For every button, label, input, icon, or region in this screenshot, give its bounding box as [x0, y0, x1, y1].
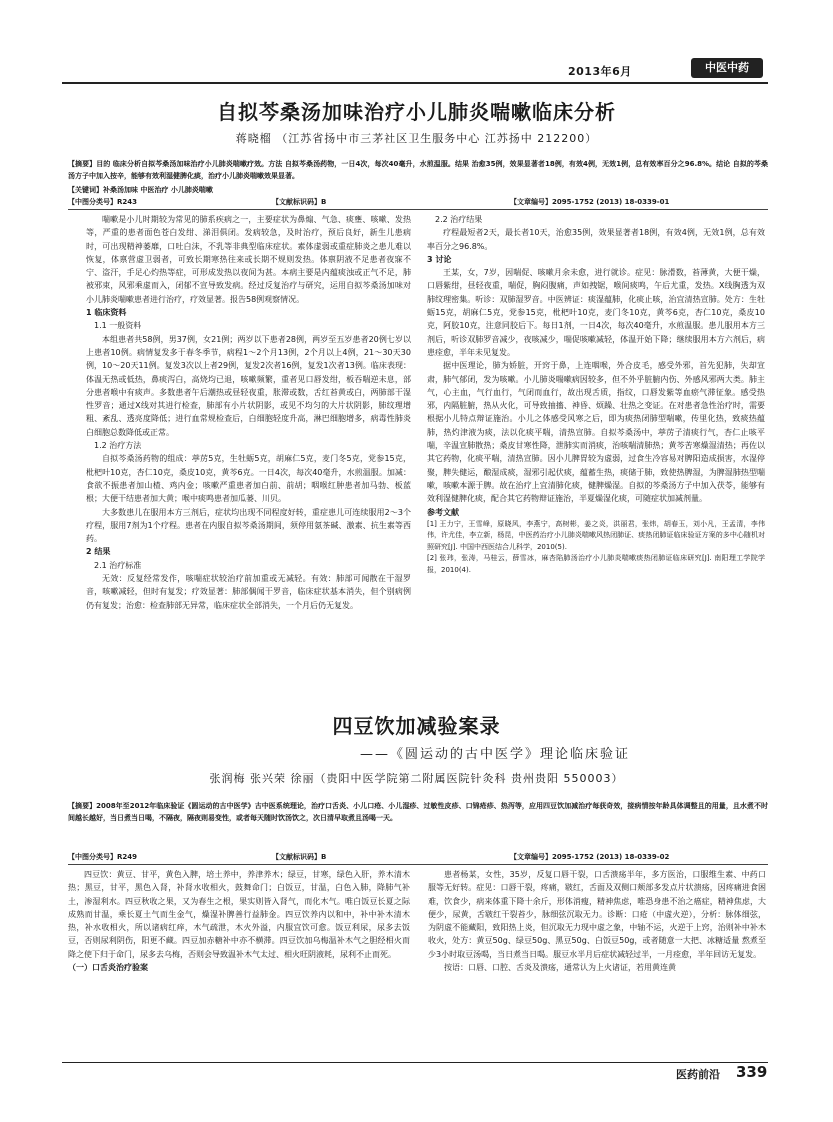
header-rule — [62, 82, 768, 84]
paragraph: 疗程最短者2天，最长者10天，治愈35例，效果显著者18例，有效4例，无效1例，总有效率百分之96.8%。 — [427, 228, 765, 251]
paragraph: 王某，女，7岁，因喘促、咳嗽月余未愈，进行就诊。症见：脉滑数，苔薄黄，大便干燥，口唇紫绀，昼轻夜重，喘促，胸闷腹痛，声如拽锯，喉间痰鸣，午后尤重，发热。X线胸透为双肺纹理密集。听诊：双肺湿罗音。中医辨证：痰湿蕴肺，化痰止咳，治宜清热宣肺。处方：生牡蛎15克，胡麻仁5克，党参15克，枇杷叶10克，麦门冬10克，黄芩6克，杏仁10克，桑皮10克，阿胶10克，注意同胶后下。每日1剂，一日4次，每次40毫升，水煎温服。患儿服用本方三剂后，听诊双肺罗音减少，夜咳减少，喘促咳嗽减轻，体温开始下降；继续服用本方六剂后，病患痊愈，半年未见复发。 — [427, 268, 765, 357]
article2-left-column — [68, 868, 410, 1058]
section-heading: 3 讨论 — [427, 254, 452, 264]
article2-rule — [68, 864, 768, 865]
subsection-heading: 1.2 治疗方法 — [94, 441, 142, 451]
references-heading: 参考文献 — [427, 507, 459, 517]
paragraph: 四豆饮：黄豆、甘平，黄色入脾，培土养中，养津养木；绿豆，甘寒，绿色入肝，养木清木热；黑豆，甘平，黑色入肾，补肾水收相火，鼓舞命门；白饭豆，甘温，白色入肺，降肺气补土，渗湿利水。四豆秋收之果，又为春生之根，果实则皆入肾气，而化木气。唯白饭豆长夏之际成熟而甘温，乘长夏土气而生金气，燥湿补脾善行益肺金。四豆饮养内以和中，补中补木清木热，补水收相火，所以诸病红痒，木气疏泄，木火外溢，内服宜饮可愈。饭豆利尿，尿多去饭豆，否则尿利阴伤，阳更不藏。四豆加赤糖补中亦不横滞。四豆饮加乌梅温补木气之胆经相火而降之使下归于命门，尿多去乌梅，否则会导致温补木气太过、相火旺阴液耗，尿利不止而死。 — [68, 870, 410, 959]
issue-date: 2013年6月 — [568, 65, 632, 78]
article2-subtitle: ——《圆运动的古中医学》理论临床验证 — [360, 747, 631, 762]
article1-clc: 【中图分类号】R243 — [68, 198, 138, 206]
reference-item: [2] 张玮，张涛，马桂云，薛雪冰，麻杏陷肺汤治疗小儿肺炎喘嗽痰热闭肺证临床研究[J]. 南阳理工学院学报，2010(4). — [427, 554, 765, 574]
article1-doc-code: 【文献标识码】B — [272, 198, 327, 206]
paragraph: 大多数患儿在服用本方三剂后，症状均出现不同程度好转，重症患儿可连续服用2～3个疗程，服用7剂为1个疗程。患者在内服自拟芩桑汤期间，须停用氨茶碱、激素、抗生素等西药。 — [86, 507, 411, 544]
article1-abstract: 【摘要】目的 临床分析自拟芩桑汤加味治疗小儿肺炎喘嗽疗效。方法 自拟芩桑汤药物，一日4次，每次40毫升，水煎温服。结果 治愈35例，效果显著者18例，有效4例，无效1例，总有效率百分之96.8%。结论 自拟的芩桑汤方子中加入按辛，能够有效利湿健脾化痰，治疗小儿肺炎喘嗽效果显著。 — [68, 160, 768, 180]
article1-rule — [68, 209, 768, 210]
subsection-heading: 2.2 治疗结果 — [435, 215, 483, 224]
article1-left-column — [86, 213, 411, 701]
paragraph: 自拟芩桑汤药物的组成：葶苈5克，生牡蛎5克，胡麻仁5克，麦门冬5克，党参15克，枇杷叶10克，杏仁10克，桑皮10克，黄芩6克。一日4次，每次40毫升，水煎温服。加减：食欲不振患者加山楂、鸡内金；咳嗽严重患者加白前、前胡；咽喉红肿患者加马勃、板蓝根；大便干结患者加大黄；喉中痰鸣患者加瓜蒌、川贝。 — [86, 454, 411, 504]
article2-author: 张润梅 张兴荣 徐丽（贵阳中医学院第二附属医院针灸科 贵州贵阳 550003） — [209, 772, 624, 785]
article1-article-no: 【文章编号】2095-1752 (2013) 18-0339-01 — [510, 198, 670, 206]
article1-keywords: 【关键词】补桑汤加味 中医治疗 小儿肺炎喘嗽 — [68, 186, 213, 194]
section-heading: 1 临床资料 — [86, 308, 127, 318]
section-heading: 2 结果 — [86, 547, 111, 557]
article1-author: 蒋晓榴 （江苏省扬中市三茅社区卫生服务中心 江苏扬中 212200） — [235, 132, 598, 145]
paragraph: 按语：口唇、口腔、舌炎及溃疡，通常认为上火诸证，若用黄连黄 — [444, 963, 676, 973]
paragraph: 据中医理论，肺为娇脏，开窍于鼻，上连咽喉，外合皮毛，感受外邪，首先犯肺，失却宣肃，肺气郁闭，发为咳嗽。小儿肺炎喘嗽病因较多，但不外乎脏腑内伤、外感风邪两大类。肺主气，心主血，气行血行，气闭而血行，故出现舌质，指纹，口唇发紫等血瘀气滞征象。感受热邪，内隔脏腑，热从火化，可导致抽搐、神昏、烦躁、壮热之变证。在对患者急性治疗时，需要根据小儿特点辩证施治。小儿之体感受风寒之后，即为痰热闭肺型喘嗽，传里化热，致痰热蕴肺，热灼津液为痰，法以化痰平喘，清热宣肺。自拟芩桑汤中，葶苈子清痰行气，杏仁止咳平喘，辛温宣肺散热；桑皮甘寒性降，泄肺实而消痰，治咳喘清肺热；黄芩苦寒燥湿清热；再佐以其它药物，化痰平喘，清热宣肺。因小儿脾胃较为虚弱，过食生冷容易对脾阳造成损害，水湿停聚，脾失健运，酿湿成痰，湿邪引起伏痰，蕴蓄生热，痰储于肺，致使热脾湿，为脾湿肺热型喘嗽，咳嗽本源于脾。故在治疗上宜清肺化痰，健脾燥湿。自拟的芩桑汤方子中加入茯苓，能够有效利湿健脾化痰，配合其它药物辩证施治，半夏燥湿化痰，可随症状加减剂量。 — [427, 361, 765, 504]
article2-right-column — [428, 868, 766, 1058]
subsection-heading: 1.1 一般资料 — [94, 321, 142, 331]
paragraph: 本组患者共58例，男37例，女21例；两岁以下患者28例，两岁至五岁患者20例七岁以上患者10例。病情复发多于春冬季节，病程1～2个月13例，2个月以上4例，21～30天30例，10～20天11例。复发3次以上者29例，复发2次者16例，复发1次者13例。临床表现：体温无热或低热，鼻痰泻白，高烧均已退，咳嗽频繁，重者见口唇发绀，板吞喘逆未息，部分患者喉中有痰声。多数患者午后潮热或昼轻夜重，胀滞或数，舌红苔黄或白，两肺部干湿性罗音；通过X线对其进行检查，肺部有小片状阴影，或见不均匀的大片状阴影，肺纹理增粗、紊乱、透亮度降低；进行血常规检查后，白细胞轻度升高，淋巴细胞增多，病毒性肺炎白细胞总数降低或正常。 — [86, 334, 411, 437]
article2-doc-code: 【文献标识码】B — [272, 853, 327, 861]
paragraph: 无效：反复经常发作，咳喘症状较治疗前加重或无减轻。有效：肺部可闻散在干湿罗音，咳嗽减轻，但时有复发；疗效显著：肺部偶闻干罗音，临床症状基本消失，但个别病例仍有复发；治愈：检查肺部无异常，临床症状全部消失，一个月后仍无复发。 — [86, 574, 411, 610]
page-number: 339 — [736, 1063, 768, 1081]
article2-article-no: 【文章编号】2095-1752 (2013) 18-0339-02 — [510, 853, 670, 861]
reference-item: [1] 王力宁，王雪峰，原晓风，李燕宁，高树彬，姜之炎，洪丽君，张炜，胡春玉，刘小凡，王孟清，李伟伟，许尤佳，李立新，杨昆，中医药治疗小儿肺炎喘嗽风热闭肺证、痰热闭肺证临床验证方案的多中心随机对照研究[J]. 中国中西医结合儿科学，2010(5). — [427, 519, 765, 551]
article1-right-column — [427, 213, 765, 703]
section-heading: （一）口舌炎治疗验案 — [68, 963, 148, 973]
subsection-heading: 2.1 治疗标准 — [94, 560, 142, 570]
paragraph: 喘嗽是小儿时期较为常见的肺系疾病之一，主要症状为鼻煽、气急、痰壅、咳嗽、发热等，严重的患者面色苍白发绀、涕泪俱闭。发病较急，及时治疗，预后良好，新生儿患病时，可出现精神萎靡，口吐白沫，不乳等非典型临床症状。素体虚弱或重症肺炎之患儿难以恢复，体禀营虚卫弱者，可致长期寒热往来或长期不规则发热。体禀阴液不足患者夜寐不宁、盗汗，手足心灼热等症，可形成发热以夜间为甚。本病主要是内蕴痰浊或正气不足，肺被邪束，风邪乘虚而入，闭郁不宣导致发病。经过反复治疗与研究，运用自拟芩桑汤加味对小儿肺炎喘嗽患者进行治疗，疗效显著。报告58例观察情况。 — [86, 215, 411, 304]
footer-rule — [62, 1062, 768, 1063]
article2-title: 四豆饮加减验案录 — [332, 714, 501, 738]
section-badge: 中医中药 — [691, 58, 763, 78]
article2-abstract: 【摘要】2008年至2012年临床验证《圆运动的古中医学》古中医系统理论，治疗口舌炎、小儿口疮、小儿湿疹、过敏性皮疹、口锦疮疹、热泻等，应用四豆饮加减治疗每获奇效，接病情按年龄具体调整且的用量，且水煮不时间越长越好，当日煮当日喝，不隔夜，隔夜则易变性，或者每天随时饮汤饮之，次日清早取煮且汤喝一天。 — [68, 802, 768, 822]
journal-name: 医药前沿 — [676, 1068, 720, 1081]
paragraph: 患者杨某，女性，35岁，反复口唇干裂，口舌溃疡半年，多方医治，口服维生素、中药口服等无好转。症见：口唇干裂，疼痛，皲红，舌面及双侧口颊部多发点片状溃疡，因疼痛进食困难，饮食少，病来体重下降十余斤，形体消瘦，精神焦虑，唯恐身患不治之癌症，精神焦虑，大便少，尿黄，舌皲红干裂苔少，脉细弦沉取无力。诊断：口疮（中虚火逆），分析：脉体细弦，为阴虚不能藏阳，致阳热上炎，但沉取无力现中虚之象，中轴不运，火逆于上窍，治则补中补木收火，处方：黄豆50g、绿豆50g、黑豆50g、白饭豆50g，或者随意一大把、冰糖适量 熬煮至少3小时取豆汤喝，当日煮当日喝。服豆水半月后症状减轻过半，一月痊愈，半年回访无复发。 — [428, 870, 766, 959]
article1-title: 自拟芩桑汤加味治疗小儿肺炎喘嗽临床分析 — [217, 100, 616, 124]
article2-clc: 【中图分类号】R249 — [68, 853, 138, 861]
